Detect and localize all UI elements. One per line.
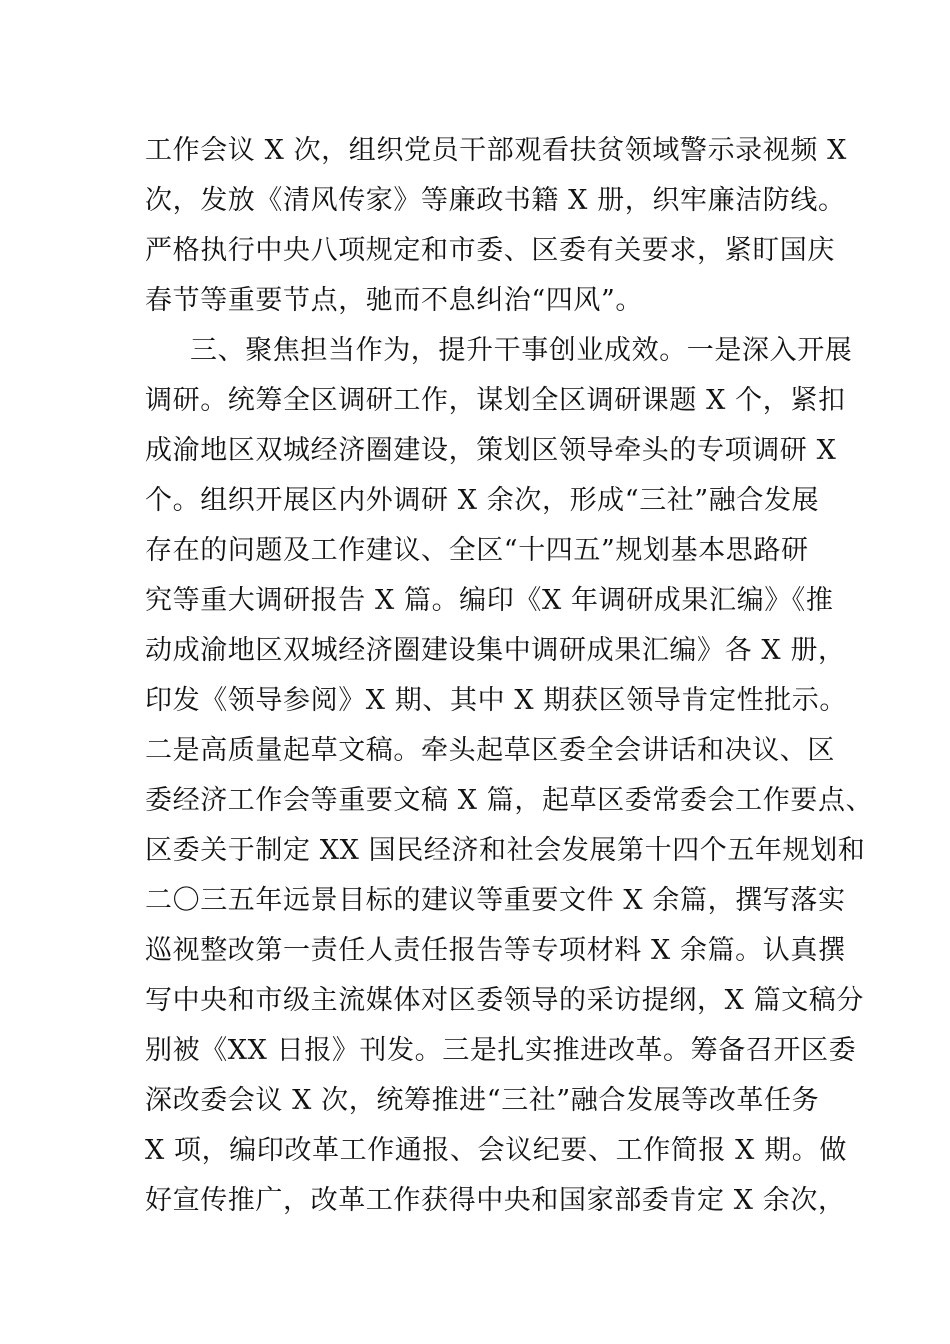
body-text-line: 委经济工作会等重要文稿 X 篇，起草区委常委会工作要点、 — [145, 785, 874, 816]
body-text-line: 个。组织开展区内外调研 X 余次，形成“三社”融合发展 — [145, 485, 820, 516]
body-text-line: 严格执行中央八项规定和市委、区委有关要求，紧盯国庆 — [145, 235, 835, 266]
body-text-line: 写中央和市级主流媒体对区委领导的采访提纲，X 篇文稿分 — [145, 985, 865, 1016]
body-text-line: 区委关于制定 XX 国民经济和社会发展第十四个五年规划和 — [145, 835, 866, 866]
body-text-line: 成渝地区双城经济圈建设，策划区领导牵头的专项调研 X — [145, 435, 837, 466]
body-text-line: 好宣传推广，改革工作获得中央和国家部委肯定 X 余次， — [145, 1185, 846, 1216]
body-text-line: 工作会议 X 次，组织党员干部观看扶贫领域警示录视频 X — [145, 135, 847, 166]
body-text-line: 别被《XX 日报》刊发。三是扎实推进改革。筹备召开区委 — [145, 1035, 857, 1066]
body-text-line: 巡视整改第一责任人责任报告等专项材料 X 余篇。认真撰 — [145, 935, 846, 966]
body-text-line: 动成渝地区双城经济圈建设集中调研成果汇编》各 X 册， — [145, 635, 846, 666]
body-text-line: 调研。统筹全区调研工作，谋划全区调研课题 X 个，紧扣 — [145, 385, 846, 416]
body-text-line: 二是高质量起草文稿。牵头起草区委全会讲话和决议、区 — [145, 735, 835, 766]
body-text-line: 存在的问题及工作建议、全区“十四五”规划基本思路研 — [145, 535, 809, 566]
body-text-line: 究等重大调研报告 X 篇。编印《X 年调研成果汇编》《推 — [145, 585, 834, 616]
body-text-line: 二〇三五年远景目标的建议等重要文件 X 余篇，撰写落实 — [145, 885, 846, 916]
body-text-line: 深改委会议 X 次，统筹推进“三社”融合发展等改革任务 — [145, 1085, 820, 1116]
body-text-line: 印发《领导参阅》X 期、其中 X 期获区领导肯定性批示。 — [145, 685, 847, 716]
body-text-line: 春节等重要节点，驰而不息纠治“四风”。 — [145, 285, 644, 316]
body-text-line: 次，发放《清风传家》等廉政书籍 X 册，织牢廉洁防线。 — [145, 185, 846, 216]
body-text-line: X 项，编印改革工作通报、会议纪要、工作简报 X 期。做 — [145, 1135, 847, 1166]
section-heading-line: 三、聚焦担当作为，提升干事创业成效。一是深入开展 — [190, 335, 853, 366]
